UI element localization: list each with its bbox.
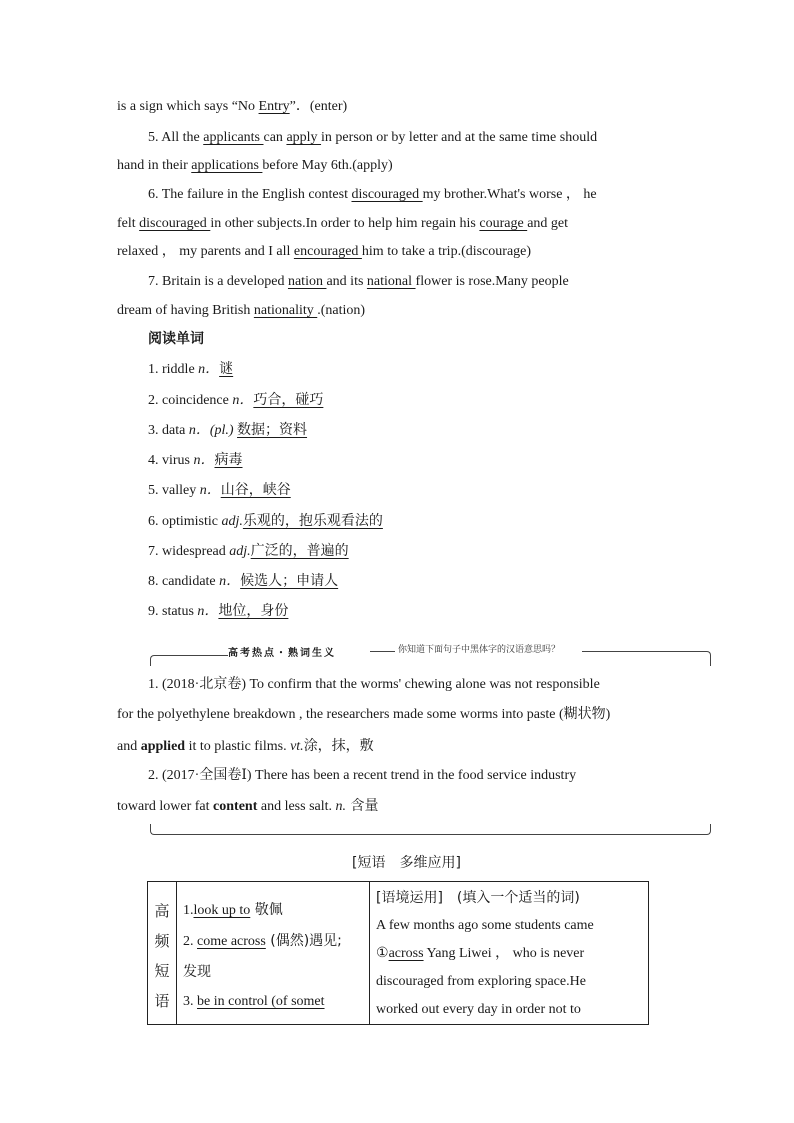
item5-line1: 5. All the applicants can apply in person or by letter and at the same time should xyxy=(148,130,598,145)
context-line: ①across Yang Liwei ， who is never xyxy=(376,946,585,961)
hot-item1-line3: and applied it to plastic films. vt.涂，抹，敷 xyxy=(117,738,374,754)
phrases-table xyxy=(147,881,649,1025)
answer-blank: across xyxy=(388,946,424,961)
answer-blank: courage xyxy=(479,216,528,231)
hot-topic-banner: 高考热点・熟词生义 xyxy=(228,648,336,659)
hot-item2-line2: toward lower fat content and less salt. n. 含量 xyxy=(117,798,379,814)
phrase-item: 3. be in control (of somet xyxy=(183,994,325,1009)
meaning: 地位，身份 xyxy=(218,603,289,619)
hot-item1-line2: for the polyethylene breakdown , the researchers made some worms into paste (糊状物) xyxy=(117,707,611,722)
reading-word-item: 7. widespread adj.广泛的，普遍的 xyxy=(148,543,349,559)
answer-blank: nationality xyxy=(253,303,318,318)
item7-line2: dream of having British nationality .(nation) xyxy=(117,303,366,318)
answer-blank: applications xyxy=(191,158,263,173)
meaning: 数据；资料 xyxy=(237,422,308,438)
meaning: 乐观的，抱乐观看法的 xyxy=(242,513,383,529)
reading-word-item: 9. status n．地位，身份 xyxy=(148,603,289,619)
item4-tail-line: is a sign which says “No Entry”．(enter) xyxy=(117,99,348,114)
meaning: 山谷，峡谷 xyxy=(220,482,291,498)
reading-word-item: 2. coincidence n．巧合，碰巧 xyxy=(148,392,324,408)
reading-word-item: 3. data n．(pl.) 数据；资料 xyxy=(148,422,308,438)
context-cell xyxy=(370,882,649,1025)
phrase-list-cell xyxy=(177,882,370,1025)
phrase-item: 1.look up to 敬佩 xyxy=(183,902,283,918)
answer-blank: Entry xyxy=(258,99,290,114)
reading-word-item: 5. valley n．山谷，峡谷 xyxy=(148,482,291,498)
context-line: discouraged from exploring space.He xyxy=(376,974,586,989)
box-corner xyxy=(702,824,711,835)
reading-words-heading: 阅读单词 xyxy=(148,331,204,347)
item5-line2: hand in their applications before May 6th.(apply) xyxy=(117,158,393,173)
item7-line1: 7. Britain is a developed nation and its national flower is rose.Many people xyxy=(148,274,569,289)
meaning: 巧合，碰巧 xyxy=(253,392,324,408)
meaning: 广泛的，普遍的 xyxy=(250,543,349,559)
answer-blank: applicants xyxy=(203,130,264,145)
box-corner xyxy=(702,651,711,666)
box-border xyxy=(370,651,395,652)
hot-item2-line1: 2. (2017·全国卷Ⅰ) There has been a recent trend in the food service industry xyxy=(148,768,577,783)
phrase-item: 2. come across (偶然)遇见; xyxy=(183,933,342,949)
reading-word-item: 8. candidate n．候选人；申请人 xyxy=(148,573,339,589)
phrase-item-continuation: 发现 xyxy=(183,964,211,980)
hot-topic-question: 你知道下面句子中黑体字的汉语意思吗？ xyxy=(398,645,561,655)
answer-blank: nation xyxy=(287,274,327,289)
box-border xyxy=(158,655,228,656)
reading-word-item: 4. virus n．病毒 xyxy=(148,452,243,468)
reading-word-item: 1. riddle n．谜 xyxy=(148,361,234,377)
meaning: 谜 xyxy=(219,361,234,377)
answer-blank: encouraged xyxy=(293,244,362,259)
answer-blank: national xyxy=(366,274,416,289)
side-label-cell xyxy=(148,882,177,1025)
box-border xyxy=(158,834,703,835)
item6-line2: felt discouraged in other subjects.In order to help him regain his courage and get xyxy=(117,216,569,231)
box-border xyxy=(582,651,703,652)
context-line: worked out every day in order not to xyxy=(376,1002,581,1017)
item6-line1: 6. The failure in the English contest discouraged my brother.What's worse ， he xyxy=(148,187,597,202)
side-char: 语 xyxy=(154,992,170,1010)
context-line: A few months ago some students came xyxy=(376,918,594,933)
answer-blank: discouraged xyxy=(139,216,211,231)
box-corner xyxy=(150,655,159,666)
side-char: 频 xyxy=(154,932,170,950)
side-char: 短 xyxy=(154,962,170,980)
answer-blank: discouraged xyxy=(351,187,423,202)
hot-item1-line1: 1. (2018·北京卷) To confirm that the worms' chewing alone was not responsible xyxy=(148,677,600,692)
item6-line3: relaxed ， my parents and I all encouraged him to take a trip.(discourage) xyxy=(117,244,532,259)
meaning: 病毒 xyxy=(214,452,243,468)
side-char: 高 xyxy=(154,902,170,920)
meaning: 候选人；申请人 xyxy=(240,573,339,589)
context-title: [语境运用] (填入一个适当的词) xyxy=(376,890,580,906)
reading-word-item: 6. optimistic adj.乐观的，抱乐观看法的 xyxy=(148,513,383,529)
answer-blank: apply xyxy=(286,130,322,145)
phrases-heading: [短语 多维应用] xyxy=(352,855,461,871)
